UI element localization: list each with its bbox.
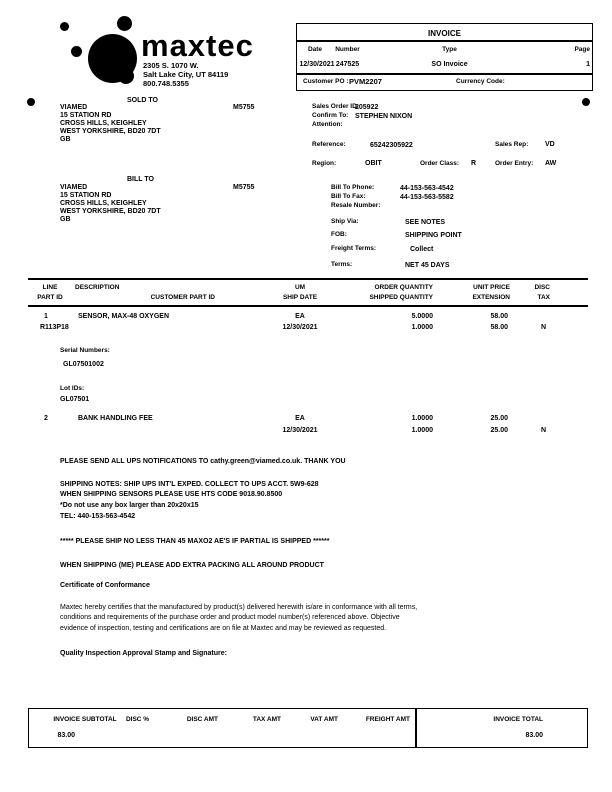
header-description: DESCRIPTION [75, 284, 120, 291]
sold-to-address2: CROSS HILLS, KEIGHLEY [60, 120, 147, 127]
sold-to-name: VIAMED [60, 104, 88, 111]
region-value: OBIT [365, 160, 382, 167]
brand-name: maxtec [141, 28, 254, 63]
totals-box [28, 708, 588, 748]
serial-numbers-value: GL07501002 [63, 361, 104, 368]
header-unit-price: UNIT PRICE [473, 284, 510, 291]
sold-to-address1: 15 STATION RD [60, 112, 112, 119]
bill-to-name: VIAMED [60, 184, 88, 191]
sold-to-country: GB [60, 136, 71, 143]
bill-to-code: M5755 [233, 184, 255, 191]
header-disc: DISC [534, 284, 550, 291]
type-label: Type [442, 46, 457, 53]
row2-order-qty: 1.0000 [411, 415, 433, 422]
invoice-title: INVOICE [428, 29, 461, 38]
row2-um: EA [295, 415, 305, 422]
order-class-value: R [471, 160, 477, 167]
header-ship-date: SHIP DATE [282, 294, 318, 301]
sold-to-code: M5755 [233, 104, 255, 111]
order-entry-value: AW [545, 160, 557, 167]
note-tel: TEL: 440-153-563-4542 [60, 513, 136, 520]
row2-shipped-qty: 1.0000 [411, 427, 433, 434]
row1-order-qty: 5.0000 [411, 313, 433, 320]
subtotal-label: INVOICE SUBTOTAL [53, 716, 117, 723]
attention-label: Attention: [312, 121, 343, 128]
note-extra-packing: WHEN SHIPPING (ME) PLEASE ADD EXTRA PACKING ALL AROUND PRODUCT [60, 562, 324, 569]
reference-label: Reference: [312, 141, 346, 148]
row1-shipped-qty: 1.0000 [411, 324, 433, 331]
resale-number-label: Resale Number: [331, 202, 381, 209]
lot-ids-label: Lot IDs: [60, 385, 85, 392]
row1-line: 1 [44, 313, 48, 320]
date-value: 12/30/2021 [299, 61, 335, 68]
invoice-total-label: INVOICE TOTAL [493, 716, 543, 723]
certificate-title: Certificate of Conformance [60, 582, 150, 589]
note-shipping-notes: SHIPPING NOTES: SHIP UPS INT'L EXPED. COLLECT TO UPS ACCT. 5W9-628 [60, 481, 319, 488]
bill-to-fax-value: 44-153-563-5582 [400, 194, 454, 201]
certificate-line1: Maxtec hereby certifies that the manufactured by product(s) delivered herewith is/are in conformance with all terms, [60, 604, 418, 611]
serial-numbers-label: Serial Numbers: [60, 347, 110, 354]
fob-label: FOB: [331, 231, 347, 238]
note-ups-notifications: PLEASE SEND ALL UPS NOTIFICATIONS TO cathy.green@viamed.co.uk. THANK YOU [60, 458, 346, 465]
invoice-header-box [296, 23, 593, 91]
disc-pct-label: DISC % [125, 716, 150, 723]
quality-stamp-label: Quality Inspection Approval Stamp and Signature: [60, 650, 227, 657]
logo-address-line2: Salt Lake City, UT 84119 [143, 70, 229, 79]
row1-ship-date: 12/30/2021 [282, 324, 318, 331]
ship-via-value: SEE NOTES [405, 219, 446, 226]
fob-value: SHIPPING POINT [405, 232, 462, 239]
sales-order-id-value: 205922 [355, 104, 379, 111]
confirm-to-value: STEPHEN NIXON [355, 113, 413, 120]
page-value: 1 [586, 61, 590, 68]
reference-value: 65242305922 [370, 142, 413, 149]
note-partial-shipment: ***** PLEASE SHIP NO LESS THAN 45 MAXO2 AE'S IF PARTIAL IS SHIPPED ****** [60, 538, 330, 545]
confirm-to-label: Confirm To: [312, 112, 349, 119]
row1-extension: 58.00 [490, 324, 508, 331]
page-label: Page [574, 46, 590, 53]
sold-to-label: SOLD TO [127, 97, 158, 104]
invoice-total-value: 83.00 [525, 732, 543, 739]
header-tax: TAX [537, 294, 550, 301]
header-part-id: PART ID [37, 294, 63, 301]
disc-amt-label: DISC AMT [186, 716, 218, 723]
row2-line: 2 [44, 415, 48, 422]
sold-to-address3: WEST YORKSHIRE, BD20 7DT [60, 128, 161, 135]
row2-ship-date: 12/30/2021 [282, 427, 318, 434]
bill-to-country: GB [60, 216, 71, 223]
order-class-label: Order Class: [420, 160, 460, 167]
totals-divider [415, 708, 417, 748]
row2-tax: N [540, 427, 546, 434]
certificate-line2: conditions and requirements of the purchase order and product model number(s) referenced above. Objective [60, 614, 400, 621]
header-order-qty: ORDER QUANTITY [374, 284, 433, 291]
vat-amt-label: VAT AMT [310, 716, 338, 723]
freight-terms-value: Collect [410, 246, 434, 253]
row1-um: EA [295, 313, 305, 320]
certificate-line3: evidence of inspection, testing and certifications are on file at Maxtec and may be reviewed as requested. [60, 625, 387, 632]
customer-po-value: PVM2207 [349, 77, 382, 86]
order-entry-label: Order Entry: [495, 160, 534, 167]
row1-description: SENSOR, MAX-48 OXYGEN [78, 313, 170, 320]
customer-po-label: Customer PO : [303, 78, 349, 85]
sales-order-id-label: Sales Order ID: [312, 103, 359, 110]
row1-part-id: R113P18 [40, 324, 69, 331]
currency-code-label: Currency Code: [456, 78, 505, 85]
right-margin-dot [582, 98, 590, 106]
row2-description: BANK HANDLING FEE [78, 415, 153, 422]
note-box-size: *Do not use any box larger than 20x20x15 [60, 502, 199, 509]
header-shipped-qty: SHIPPED QUANTITY [369, 294, 433, 301]
header-um: UM [294, 284, 306, 291]
row1-tax: N [540, 324, 546, 331]
row2-extension: 25.00 [490, 427, 508, 434]
table-header-bottom-border [28, 305, 588, 307]
sales-rep-label: Sales Rep: [495, 141, 529, 148]
bill-to-fax-label: Bill To Fax: [331, 193, 366, 200]
tax-amt-label: TAX AMT [252, 716, 281, 723]
region-label: Region: [312, 160, 337, 167]
bill-to-address2: CROSS HILLS, KEIGHLEY [60, 200, 147, 207]
bill-to-address1: 15 STATION RD [60, 192, 112, 199]
ship-via-label: Ship Via: [331, 218, 359, 225]
subtotal-value: 83.00 [57, 732, 75, 739]
bill-to-label: BILL TO [127, 176, 154, 183]
freight-terms-label: Freight Terms: [331, 245, 377, 252]
lot-ids-value: GL07501 [60, 396, 90, 403]
date-label: Date [307, 46, 323, 53]
freight-amt-label: FREIGHT AMT [365, 716, 410, 723]
sales-rep-value: VD [545, 141, 555, 148]
logo-address-line1: 2305 S. 1070 W. [143, 61, 199, 70]
bill-to-phone-label: Bill To Phone: [331, 184, 375, 191]
bill-to-address3: WEST YORKSHIRE, BD20 7DT [60, 208, 161, 215]
row2-unit-price: 25.00 [490, 415, 508, 422]
left-margin-dot [27, 98, 35, 106]
number-label: Number [335, 46, 360, 53]
table-top-border [28, 278, 588, 280]
type-value: SO Invoice [431, 61, 468, 68]
logo-phone: 800.748.5355 [143, 79, 189, 88]
row1-unit-price: 58.00 [490, 313, 508, 320]
terms-label: Terms: [331, 261, 353, 268]
header-extension: EXTENSION [472, 294, 510, 301]
header-line: LINE [42, 284, 58, 291]
bill-to-phone-value: 44-153-563-4542 [400, 185, 454, 192]
number-value: 247525 [335, 61, 360, 68]
header-customer-part-id: CUSTOMER PART ID [150, 294, 215, 301]
terms-value: NET 45 DAYS [405, 262, 450, 269]
note-hts-code: WHEN SHIPPING SENSORS PLEASE USE HTS CODE 9018.90.8500 [60, 491, 283, 498]
